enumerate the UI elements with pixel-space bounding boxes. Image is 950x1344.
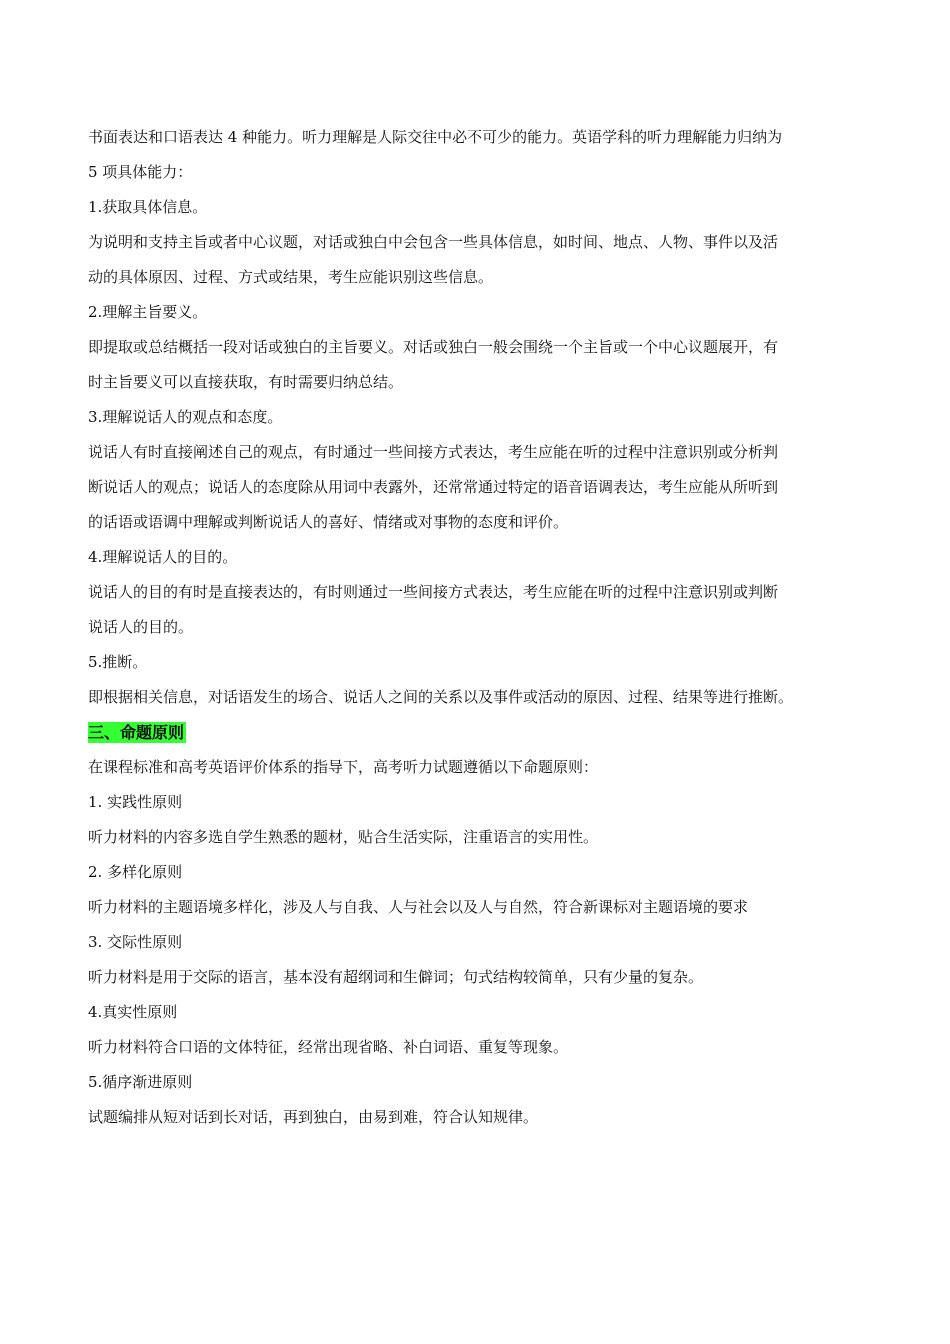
document-body xyxy=(88,120,868,1135)
paragraph-line: 试题编排从短对话到长对话，再到独白，由易到难，符合认知规律。 xyxy=(88,1108,539,1126)
list-item-heading: 1.获取具体信息。 xyxy=(88,198,208,216)
paragraph-line: 即根据相关信息，对话语发生的场合、说话人之间的关系以及事件或活动的原因、过程、结果等进行推断。 xyxy=(88,688,794,706)
paragraph-line: 说话人有时直接阐述自己的观点，有时通过一些间接方式表达，考生应能在听的过程中注意识别或分析判 xyxy=(88,443,779,461)
paragraph-line: 断说话人的观点；说话人的态度除从用词中表露外，还常常通过特定的语音语调表达，考生应能从所听到 xyxy=(88,478,779,496)
paragraph-line: 5 项具体能力： xyxy=(88,163,193,181)
paragraph-line: 听力材料的内容多选自学生熟悉的题材，贴合生活实际，注重语言的实用性。 xyxy=(88,828,599,846)
list-item-heading: 2.理解主旨要义。 xyxy=(88,303,208,321)
section-heading: 三、命题原则 xyxy=(88,723,185,742)
paragraph-line: 听力材料的主题语境多样化，涉及人与自我、人与社会以及人与自然，符合新课标对主题语境的要求 xyxy=(88,898,749,916)
paragraph-line: 说话人的目的有时是直接表达的，有时则通过一些间接方式表达，考生应能在听的过程中注意识别或判断 xyxy=(88,583,779,601)
paragraph-line: 为说明和支持主旨或者中心议题，对话或独白中会包含一些具体信息，如时间、地点、人物、事件以及活 xyxy=(88,233,779,251)
list-item-heading: 1. 实践性原则 xyxy=(88,793,183,811)
paragraph-line: 听力材料是用于交际的语言，基本没有超纲词和生僻词；句式结构较简单，只有少量的复杂。 xyxy=(88,968,704,986)
paragraph-line: 即提取或总结概括一段对话或独白的主旨要义。对话或独白一般会围绕一个主旨或一个中心议题展开，有 xyxy=(88,338,779,356)
list-item-heading: 5.循序渐进原则 xyxy=(88,1073,193,1091)
list-item-heading: 4.真实性原则 xyxy=(88,1003,178,1021)
paragraph-line: 的话语或语调中理解或判断说话人的喜好、情绪或对事物的态度和评价。 xyxy=(88,513,569,531)
paragraph-line: 在课程标准和高考英语评价体系的指导下，高考听力试题遵循以下命题原则： xyxy=(88,758,599,776)
paragraph-line: 说话人的目的。 xyxy=(88,618,194,636)
paragraph-line: 听力材料符合口语的文体特征，经常出现省略、补白词语、重复等现象。 xyxy=(88,1038,569,1056)
paragraph-line: 书面表达和口语表达 4 种能力。听力理解是人际交往中必不可少的能力。英语学科的听力理解能力归纳为 xyxy=(88,128,783,146)
principles-section xyxy=(88,750,868,1135)
list-item-heading: 3.理解说话人的观点和态度。 xyxy=(88,408,283,426)
abilities-section xyxy=(88,120,868,715)
section-heading-row xyxy=(88,715,868,750)
list-item-heading: 4.理解说话人的目的。 xyxy=(88,548,238,566)
paragraph-line: 时主旨要义可以直接获取，有时需要归纳总结。 xyxy=(88,373,404,391)
paragraph-line: 动的具体原因、过程、方式或结果，考生应能识别这些信息。 xyxy=(88,268,494,286)
list-item-heading: 5.推断。 xyxy=(88,653,148,671)
list-item-heading: 3. 交际性原则 xyxy=(88,933,183,951)
list-item-heading: 2. 多样化原则 xyxy=(88,863,183,881)
